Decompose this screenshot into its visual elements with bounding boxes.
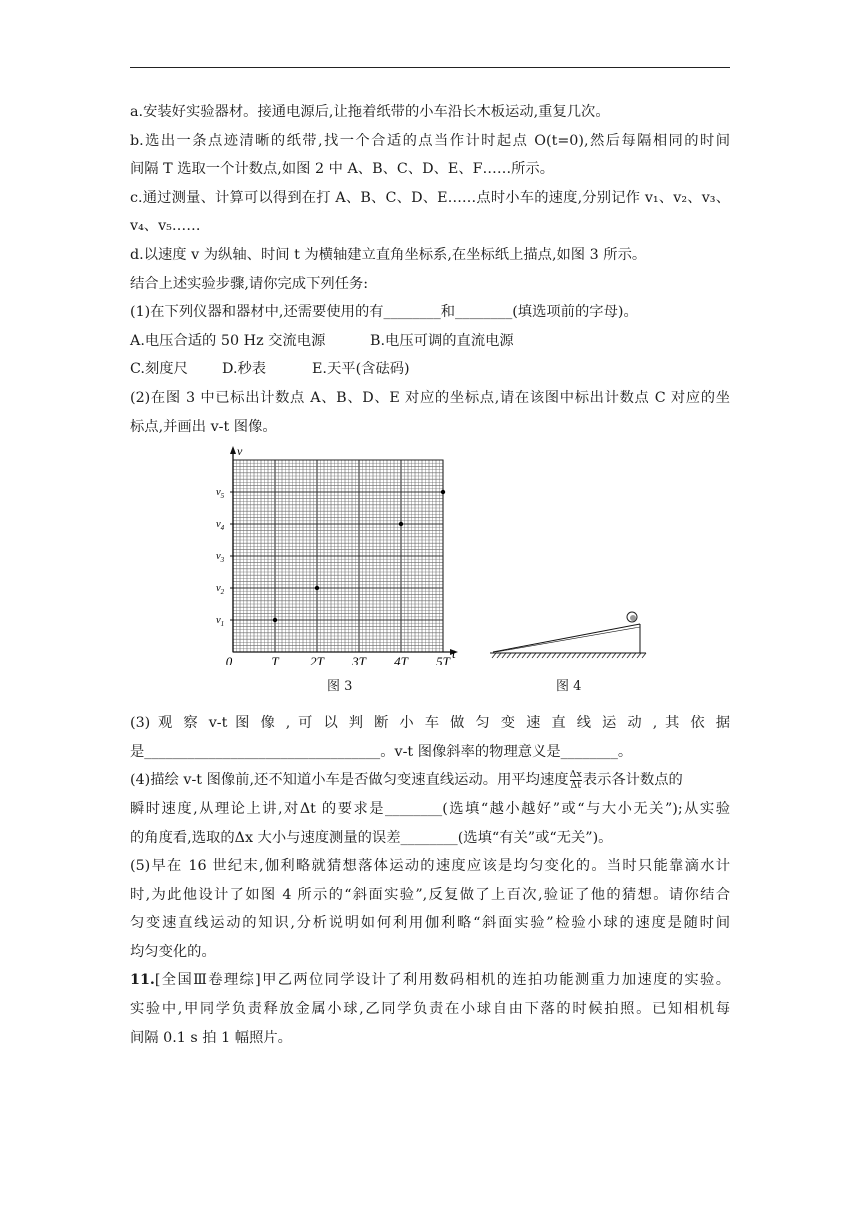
x-tick-label: 3T	[352, 654, 366, 666]
q4-line1-start: (4)描绘 v-t 图像前,还不知道小车是否做匀变速直线运动。用平均速度	[130, 772, 569, 789]
y-tick-label: $v_2$	[216, 583, 225, 597]
option-c: C.刻度尺	[130, 361, 188, 378]
hatch-line	[532, 653, 536, 658]
header-rule	[130, 67, 730, 68]
hatch-line	[587, 653, 591, 658]
y-tick-label: $v_4$	[216, 519, 225, 533]
q5-line1: (5)早在 16 世纪末,伽利略就猜想落体运动的速度应该是均匀变化的。当时只能靠滴水计	[130, 858, 730, 875]
q11-line1-text: [全国Ⅲ卷理综]甲乙两位同学设计了利用数码相机的连拍功能测重力加速度的实验。	[154, 972, 730, 989]
hatch-line	[622, 653, 626, 658]
hatch-line	[522, 653, 526, 658]
q1-text: (1)在下列仪器和器材中,还需要使用的有________和________(填选项前的字母)。	[130, 304, 638, 321]
figures-row	[130, 441, 730, 709]
hatch-line	[572, 653, 576, 658]
q11-line2: 实验中,甲同学负责释放金属小球,乙同学负责在小球自由下落的时候拍照。已知相机每	[130, 1001, 730, 1018]
hatch-line	[592, 653, 596, 658]
hatch-line	[642, 653, 646, 658]
q2-line2: 标点,并画出 v-t 图像。	[130, 418, 277, 435]
hatch-line	[492, 653, 496, 658]
hatch-line	[507, 653, 511, 658]
x-tick-label: 5T	[436, 654, 450, 666]
x-tick-labels	[226, 654, 451, 665]
step-c-line2: v₄、v₅……	[130, 218, 201, 235]
incline-surface-inner	[496, 627, 640, 652]
y-tick-label: $v_1$	[216, 615, 225, 629]
fraction-denominator: Δt	[570, 779, 582, 791]
q4-line1-end: 表示各计数点的	[582, 772, 683, 789]
x-tick-label: T	[271, 654, 279, 666]
q5-line4: 均匀变化的。	[130, 943, 216, 960]
option-b: B.电压可调的直流电源	[370, 332, 514, 349]
hatch-line	[502, 653, 506, 658]
x-axis-label: t	[452, 646, 456, 662]
hatch-line	[602, 653, 606, 658]
hatch-line	[627, 653, 631, 658]
data-point	[273, 618, 277, 622]
graph-paper-grid	[233, 460, 443, 652]
q11-line1	[130, 966, 730, 995]
fraction-numerator: Δx	[569, 768, 582, 780]
y-tick-labels	[216, 487, 234, 628]
step-b-line1: b.选出一条点迹清晰的纸带,找一个合适的点当作计时起点 O(t=0),然后每隔相同的时间	[130, 132, 730, 149]
q11-line3: 间隔 0.1 s 拍 1 幅照片。	[130, 1029, 292, 1046]
step-b-line2: 间隔 T 选取一个计数点,如图 2 中 A、B、C、D、E、F……所示。	[130, 161, 555, 178]
y-tick-label: $v_3$	[216, 551, 225, 565]
step-a: a.安装好实验器材。接通电源后,让拖着纸带的小车沿长木板运动,重复几次。	[130, 104, 610, 120]
figure-3-caption: 图 3	[327, 679, 353, 695]
hatch-line	[537, 653, 541, 658]
question-content	[130, 98, 730, 1052]
hatch-line	[582, 653, 586, 658]
data-point	[315, 586, 319, 590]
hatch-line	[552, 653, 556, 658]
hatch-line	[562, 653, 566, 658]
figure-4-incline	[488, 591, 648, 661]
x-tick-label: 4T	[394, 654, 408, 666]
hatch-line	[557, 653, 561, 658]
option-d: D.秒表	[222, 361, 267, 378]
hatch-line	[597, 653, 601, 658]
q4-line3: 的角度看,选取的Δx 大小与速度测量的误差________(选填“有关”或“无关”)。	[130, 829, 613, 846]
option-e: E.天平(含砝码)	[312, 361, 410, 378]
data-point	[399, 522, 403, 526]
hatch-line	[612, 653, 616, 658]
hatch-line	[637, 653, 641, 658]
hatch-line	[577, 653, 581, 658]
q4-line1	[130, 766, 730, 795]
hatch-line	[512, 653, 516, 658]
x-tick-label: 2T	[310, 654, 324, 666]
figure-3-vt-chart	[210, 445, 460, 665]
data-point	[441, 490, 445, 494]
q11-number: 11.	[130, 972, 155, 989]
hatch-line	[607, 653, 611, 658]
velocity-fraction	[570, 770, 582, 791]
hatch-line	[632, 653, 636, 658]
hatch-line	[542, 653, 546, 658]
ground-hatching	[492, 653, 646, 658]
hatch-line	[497, 653, 501, 658]
ball-shade	[630, 615, 636, 621]
q4-line2: 瞬时速度,从理论上讲,对Δt 的要求是________(选填“越小越好”或“与大小无关”);从实验	[130, 800, 730, 817]
y-tick-label: $v_5$	[216, 487, 225, 501]
hatch-line	[547, 653, 551, 658]
q3-line2: 是_________________________________。v-t 图像斜率的物理意义是________。	[130, 743, 633, 760]
q3-line1: (3) 观 察 v-t 图 像 , 可 以 判 断 小 车 做 匀 变 速 直 线 运 动 , 其 依 据	[130, 715, 730, 732]
q1-options-row2	[130, 355, 730, 384]
incline-surface	[493, 624, 640, 652]
hatch-line	[567, 653, 571, 658]
step-d: d.以速度 v 为纵轴、时间 t 为横轴建立直角坐标系,在坐标纸上描点,如图 3 所示。	[130, 246, 647, 263]
figure-4-caption: 图 4	[556, 679, 582, 695]
option-a: A.电压合适的 50 Hz 交流电源	[130, 332, 326, 349]
q2-line1: (2)在图 3 中已标出计数点 A、B、D、E 对应的坐标点,请在该图中标出计数点 C 对应的坐	[130, 389, 730, 406]
hatch-line	[527, 653, 531, 658]
q5-line3: 匀变速直线运动的知识,分析说明如何利用伽利略“斜面实验”检验小球的速度是随时间	[130, 915, 730, 932]
step-c-line1: c.通过测量、计算可以得到在打 A、B、C、D、E……点时小车的速度,分别记作 v₁、v₂、v₃、	[130, 189, 730, 206]
x-tick-label: 0	[225, 654, 233, 666]
hatch-line	[517, 653, 521, 658]
y-axis-arrow	[230, 446, 236, 454]
hatch-line	[617, 653, 621, 658]
y-axis-label: v	[237, 445, 243, 459]
q5-line2: 时,为此他设计了如图 4 所示的“斜面实验”,反复做了上百次,验证了他的猜想。请你结合	[130, 886, 730, 903]
task-intro: 结合上述实验步骤,请你完成下列任务:	[130, 275, 369, 292]
q1-options-row1	[130, 327, 730, 356]
